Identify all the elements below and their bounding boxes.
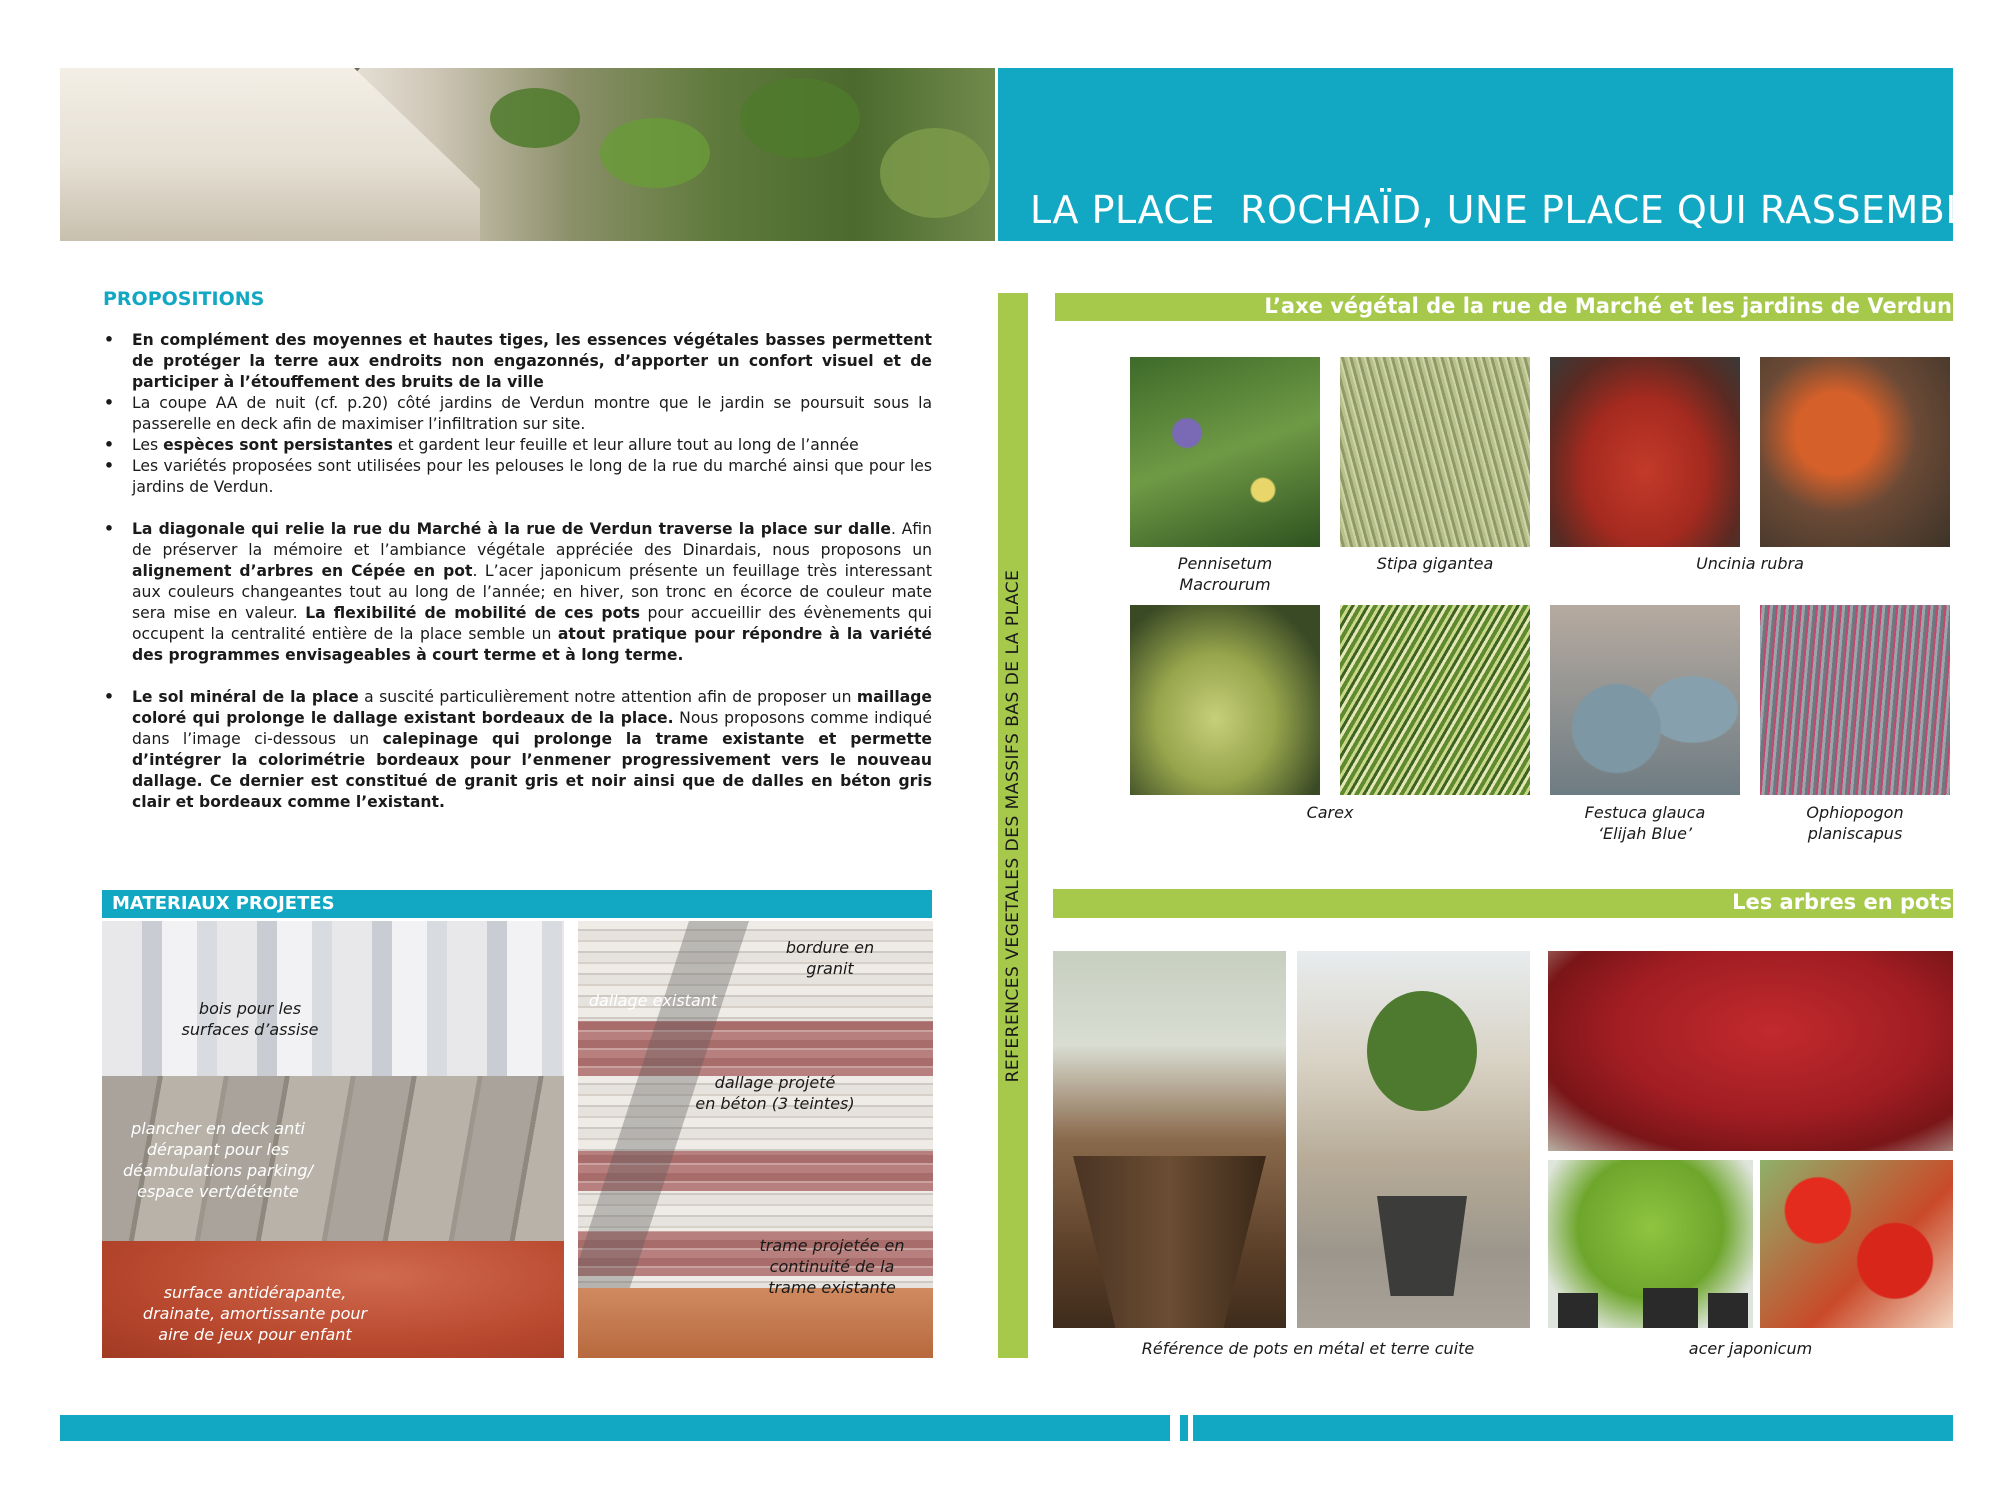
bullet-bold-text: En complément des moyennes et hautes tiges, les essences végétales basses permettent de protéger la terre aux endroits non engazonnés, d’apporter un confort visuel et de participer à l’étouffement des bruits de la ville [132, 331, 932, 391]
propositions-title: PROPOSITIONS [103, 288, 265, 310]
bullet-bold-text: alignement d’arbres en Cépée en pot [132, 562, 473, 580]
tree-photo-acer-large [1548, 951, 1953, 1151]
tree-photo-pot-shape [1377, 1196, 1467, 1296]
plant-photo-carex [1130, 605, 1320, 795]
propositions-list [100, 330, 932, 813]
plant-photo-pennisetum [1130, 357, 1320, 547]
header-photo-leaf [600, 118, 710, 188]
vertical-label [998, 293, 1028, 1358]
bullet-dot: • [104, 436, 114, 454]
bullet-bold-text: atout pratique pour répondre à la variété des programmes envisageables à court terme et à long terme. [132, 625, 932, 664]
bullet-dot: • [104, 331, 114, 349]
plant-photo-carex-2 [1340, 605, 1530, 795]
caption-acer: acer japonicum [1688, 1339, 1813, 1358]
caption-uncinia: Uncinia rubra [1696, 554, 1804, 573]
caption-trame: trame projetée en continuité de la trame existante [759, 1236, 905, 1297]
footer-band-left [60, 1415, 1170, 1441]
caption-dallage-existant: dallage existant [588, 991, 718, 1010]
bullet-dot: • [104, 520, 114, 538]
dallage-bordeaux-band [578, 1021, 933, 1076]
bullet-dot: • [104, 688, 114, 706]
bullet-bold-text: Le sol minéral de la place [132, 688, 359, 706]
caption-bois: bois pour les surfaces d’assise [181, 999, 319, 1039]
bullet-text: Les [132, 436, 164, 454]
tree-photo-pot-shape [1708, 1293, 1748, 1328]
bullet-bold-text: espèces sont persistantes [163, 436, 393, 454]
bullet-bold-text: La diagonale qui relie la rue du Marché à la rue de Verdun traverse la place sur dalle [132, 520, 891, 538]
dallage-ground [578, 1288, 933, 1358]
tree-photo-street-pot [1297, 951, 1530, 1328]
footer-band-separator [1180, 1415, 1188, 1441]
bullet-bold-text: maillage coloré qui prolonge le dallage existant bordeaux de la place. [132, 688, 932, 727]
caption-bordure: bordure en granit [785, 938, 875, 978]
trees-section-title: Les arbres en pots [1732, 890, 1952, 914]
vegetal-section-title: L’axe végétal de la rue de Marché et les jardins de Verdun [1264, 294, 1952, 318]
caption-festuca: Festuca glauca ‘Elijah Blue’ [1584, 803, 1706, 843]
list-item [100, 687, 932, 813]
plant-photo-uncinia [1550, 357, 1740, 547]
bullet-text: Nous proposons comme indiqué dans l’image ci-dessous un [132, 709, 932, 748]
tree-photo-acer-pots [1548, 1160, 1753, 1328]
caption-surface: surface antidérapante, drainate, amortissante pour aire de jeux pour enfant [142, 1283, 368, 1344]
caption-carex: Carex [1306, 803, 1354, 822]
bullet-text: et gardent leur feuille et leur allure tout au long de l’année [392, 436, 859, 454]
plant-photo-ophiopogon [1760, 605, 1950, 795]
list-item [100, 519, 932, 666]
bullet-text: a suscité particulièrement notre attention afin de proposer un [358, 688, 857, 706]
plant-photo-festuca [1550, 605, 1740, 795]
header-photo-leaf [880, 128, 990, 218]
bullet-text: La coupe AA de nuit (cf. p.20) côté jardins de Verdun montre que le jardin se poursuit sous la passerelle en deck afin de maximiser l’infiltration sur site. [132, 394, 932, 433]
tree-photo-metal-pot [1053, 951, 1286, 1328]
list-item [100, 393, 932, 435]
bullet-text: . Afin de préserver la mémoire et l’ambiance végétale appréciée des Dinardais, nous proposons un [132, 520, 932, 559]
header-photo-leaf [740, 78, 860, 158]
bullet-dot: • [104, 457, 114, 475]
caption-dallage-projete: dallage projeté en béton (3 teintes) [695, 1073, 855, 1113]
page-title: LA PLACE ROCHAÏD, UNE PLACE QUI RASSEMBLE [1030, 188, 1992, 232]
caption-pots: Référence de pots en métal et terre cuite [1141, 1339, 1475, 1358]
bullet-bold-text: calepinage qui prolonge la trame existante et permette d’intégrer la colorimétrie bordeaux pour l’enmener progressivement vers le nouveau dallage. Ce dernier est constitué de granit gris et noir ainsi que de dalles en béton gris clair et bordeaux comme l’existant. [132, 730, 932, 811]
list-item [100, 435, 932, 456]
vertical-label-text: REFERENCES VEGETALES DES MASSIFS BAS DE LA PLACE [1003, 569, 1023, 1082]
bullet-bold-text: La flexibilité de mobilité de ces pots [305, 604, 640, 622]
header-photo [60, 68, 995, 241]
list-item [100, 330, 932, 393]
plant-photo-uncinia-2 [1760, 357, 1950, 547]
caption-pennisetum: Pennisetum Macrourum [1177, 554, 1273, 594]
bullet-dot: • [104, 394, 114, 412]
tree-photo-pot-shape [1643, 1288, 1698, 1328]
bullet-text: . L’acer japonicum présente un feuillage très interessant aux couleurs changeantes tout au long de l’année; en hiver, son tronc en écorce de couleur mate sera mise en valeur. [132, 562, 932, 622]
caption-ophiopogon: Ophiopogon planiscapus [1806, 803, 1904, 843]
footer-band-right [1193, 1415, 1953, 1441]
caption-deck: plancher en deck anti dérapant pour les déambulations parking/ espace vert/détente [123, 1119, 313, 1201]
caption-stipa: Stipa gigantea [1376, 554, 1494, 573]
tree-photo-acer-leaves [1760, 1160, 1953, 1328]
tree-photo-crown [1367, 991, 1477, 1111]
tree-photo-pot-shape [1073, 1156, 1266, 1328]
header-photo-leaf [490, 88, 580, 148]
list-item [100, 456, 932, 498]
bullet-text: Les variétés proposées sont utilisées pour les pelouses le long de la rue du marché ainsi que pour les jardins de Verdun. [132, 457, 932, 496]
materials-title: MATERIAUX PROJETES [112, 893, 335, 914]
tree-photo-pot-shape [1558, 1293, 1598, 1328]
header-photo-curb [60, 68, 480, 241]
plant-photo-stipa [1340, 357, 1530, 547]
bullet-text: pour accueillir des évènements qui occupent la centralité entière de la place semble un [132, 604, 932, 643]
